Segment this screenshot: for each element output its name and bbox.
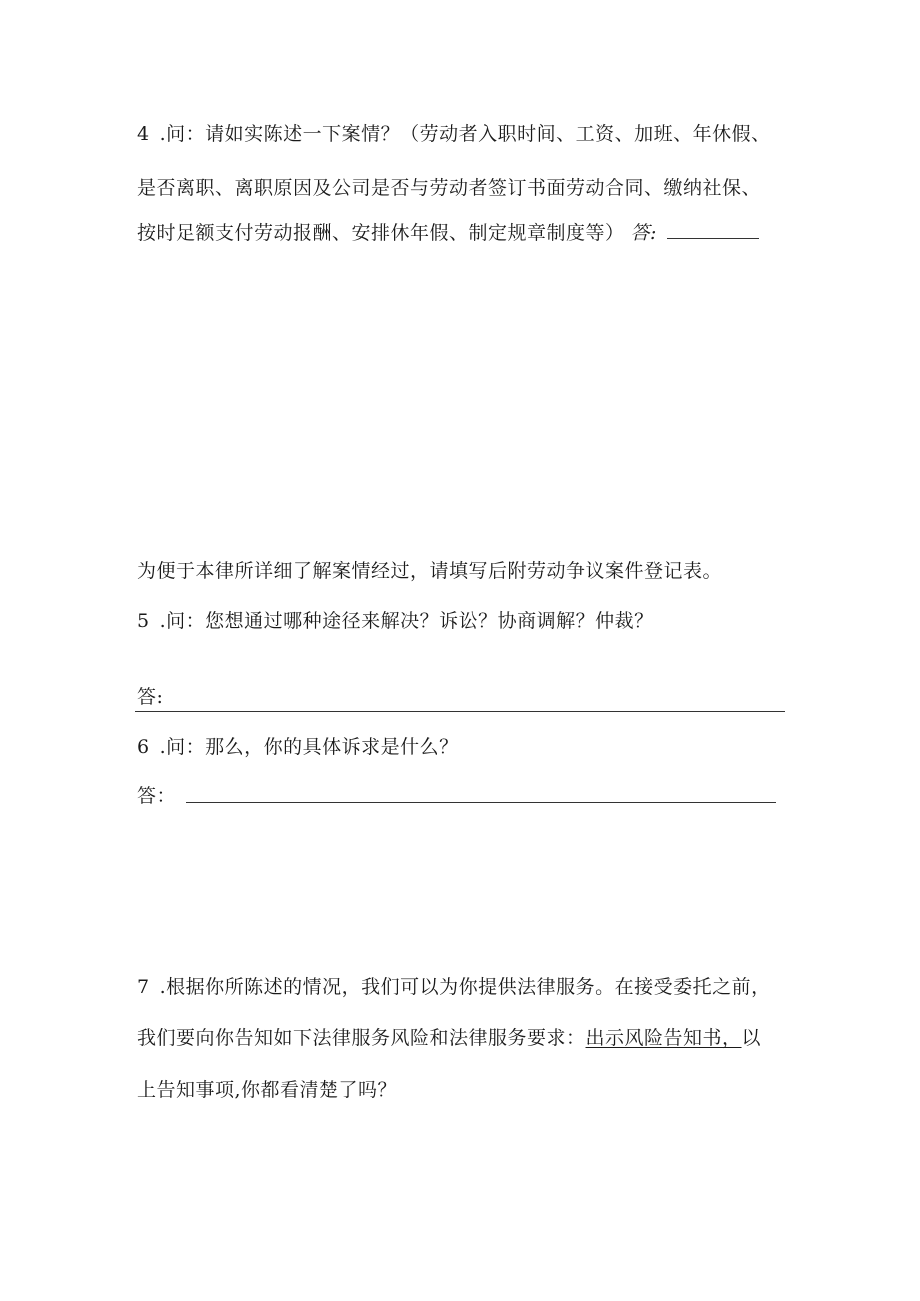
q6-line xyxy=(137,735,459,759)
registration-note: 为便于本律所详细了解案情经过，请填写后附劳动争议案件登记表。 xyxy=(137,560,723,582)
risk-notice-link[interactable]: 出示风险告知书， xyxy=(585,1027,742,1049)
q6-question-text: .问：那么，你的具体诉求是什么？ xyxy=(159,736,459,758)
q7-text-line-2-end: 以 xyxy=(741,1027,762,1049)
q7-text-line-1: .根据你所陈述的情况，我们可以为你提供法律服务。在接受委托之前， xyxy=(159,976,771,998)
q5-answer-field[interactable] xyxy=(135,711,785,712)
q6-answer-label: 答： xyxy=(137,785,177,807)
q5-answer-label: 答: xyxy=(137,686,164,708)
q7-line-2 xyxy=(137,1026,761,1050)
q7-number: 7 xyxy=(137,976,150,998)
q6-answer-field[interactable] xyxy=(186,802,776,803)
q4-question-text: .问：请如实陈述一下案情？（劳动者入职时间、工资、加班、年休假、 xyxy=(159,123,771,145)
q7-line-3: 上告知事项,你都看清楚了吗？ xyxy=(137,1079,398,1101)
q7-text-line-2: 我们要向你告知如下法律服务风险和法律服务要求： xyxy=(137,1027,586,1049)
q5-line xyxy=(137,609,654,633)
q5-number: 5 xyxy=(137,610,150,632)
q6-number: 6 xyxy=(137,736,150,758)
q5-question-text: .问：您想通过哪种途径来解决？诉讼？协商调解？仲裁？ xyxy=(159,610,654,632)
q4-question-text-end: 按时足额支付劳动报酬、安排休年假、制定规章制度等） xyxy=(137,222,625,244)
q4-answer-field[interactable] xyxy=(667,222,759,239)
q4-answer-label: 答: xyxy=(630,222,657,244)
q4-line-2: 是否离职、离职原因及公司是否与劳动者签订书面劳动合同、缴纳社保、 xyxy=(137,177,762,199)
q4-line-3 xyxy=(137,221,759,245)
q4-number: 4 xyxy=(137,123,150,145)
q7-line-1 xyxy=(137,975,771,999)
q4-line-1 xyxy=(137,122,771,146)
